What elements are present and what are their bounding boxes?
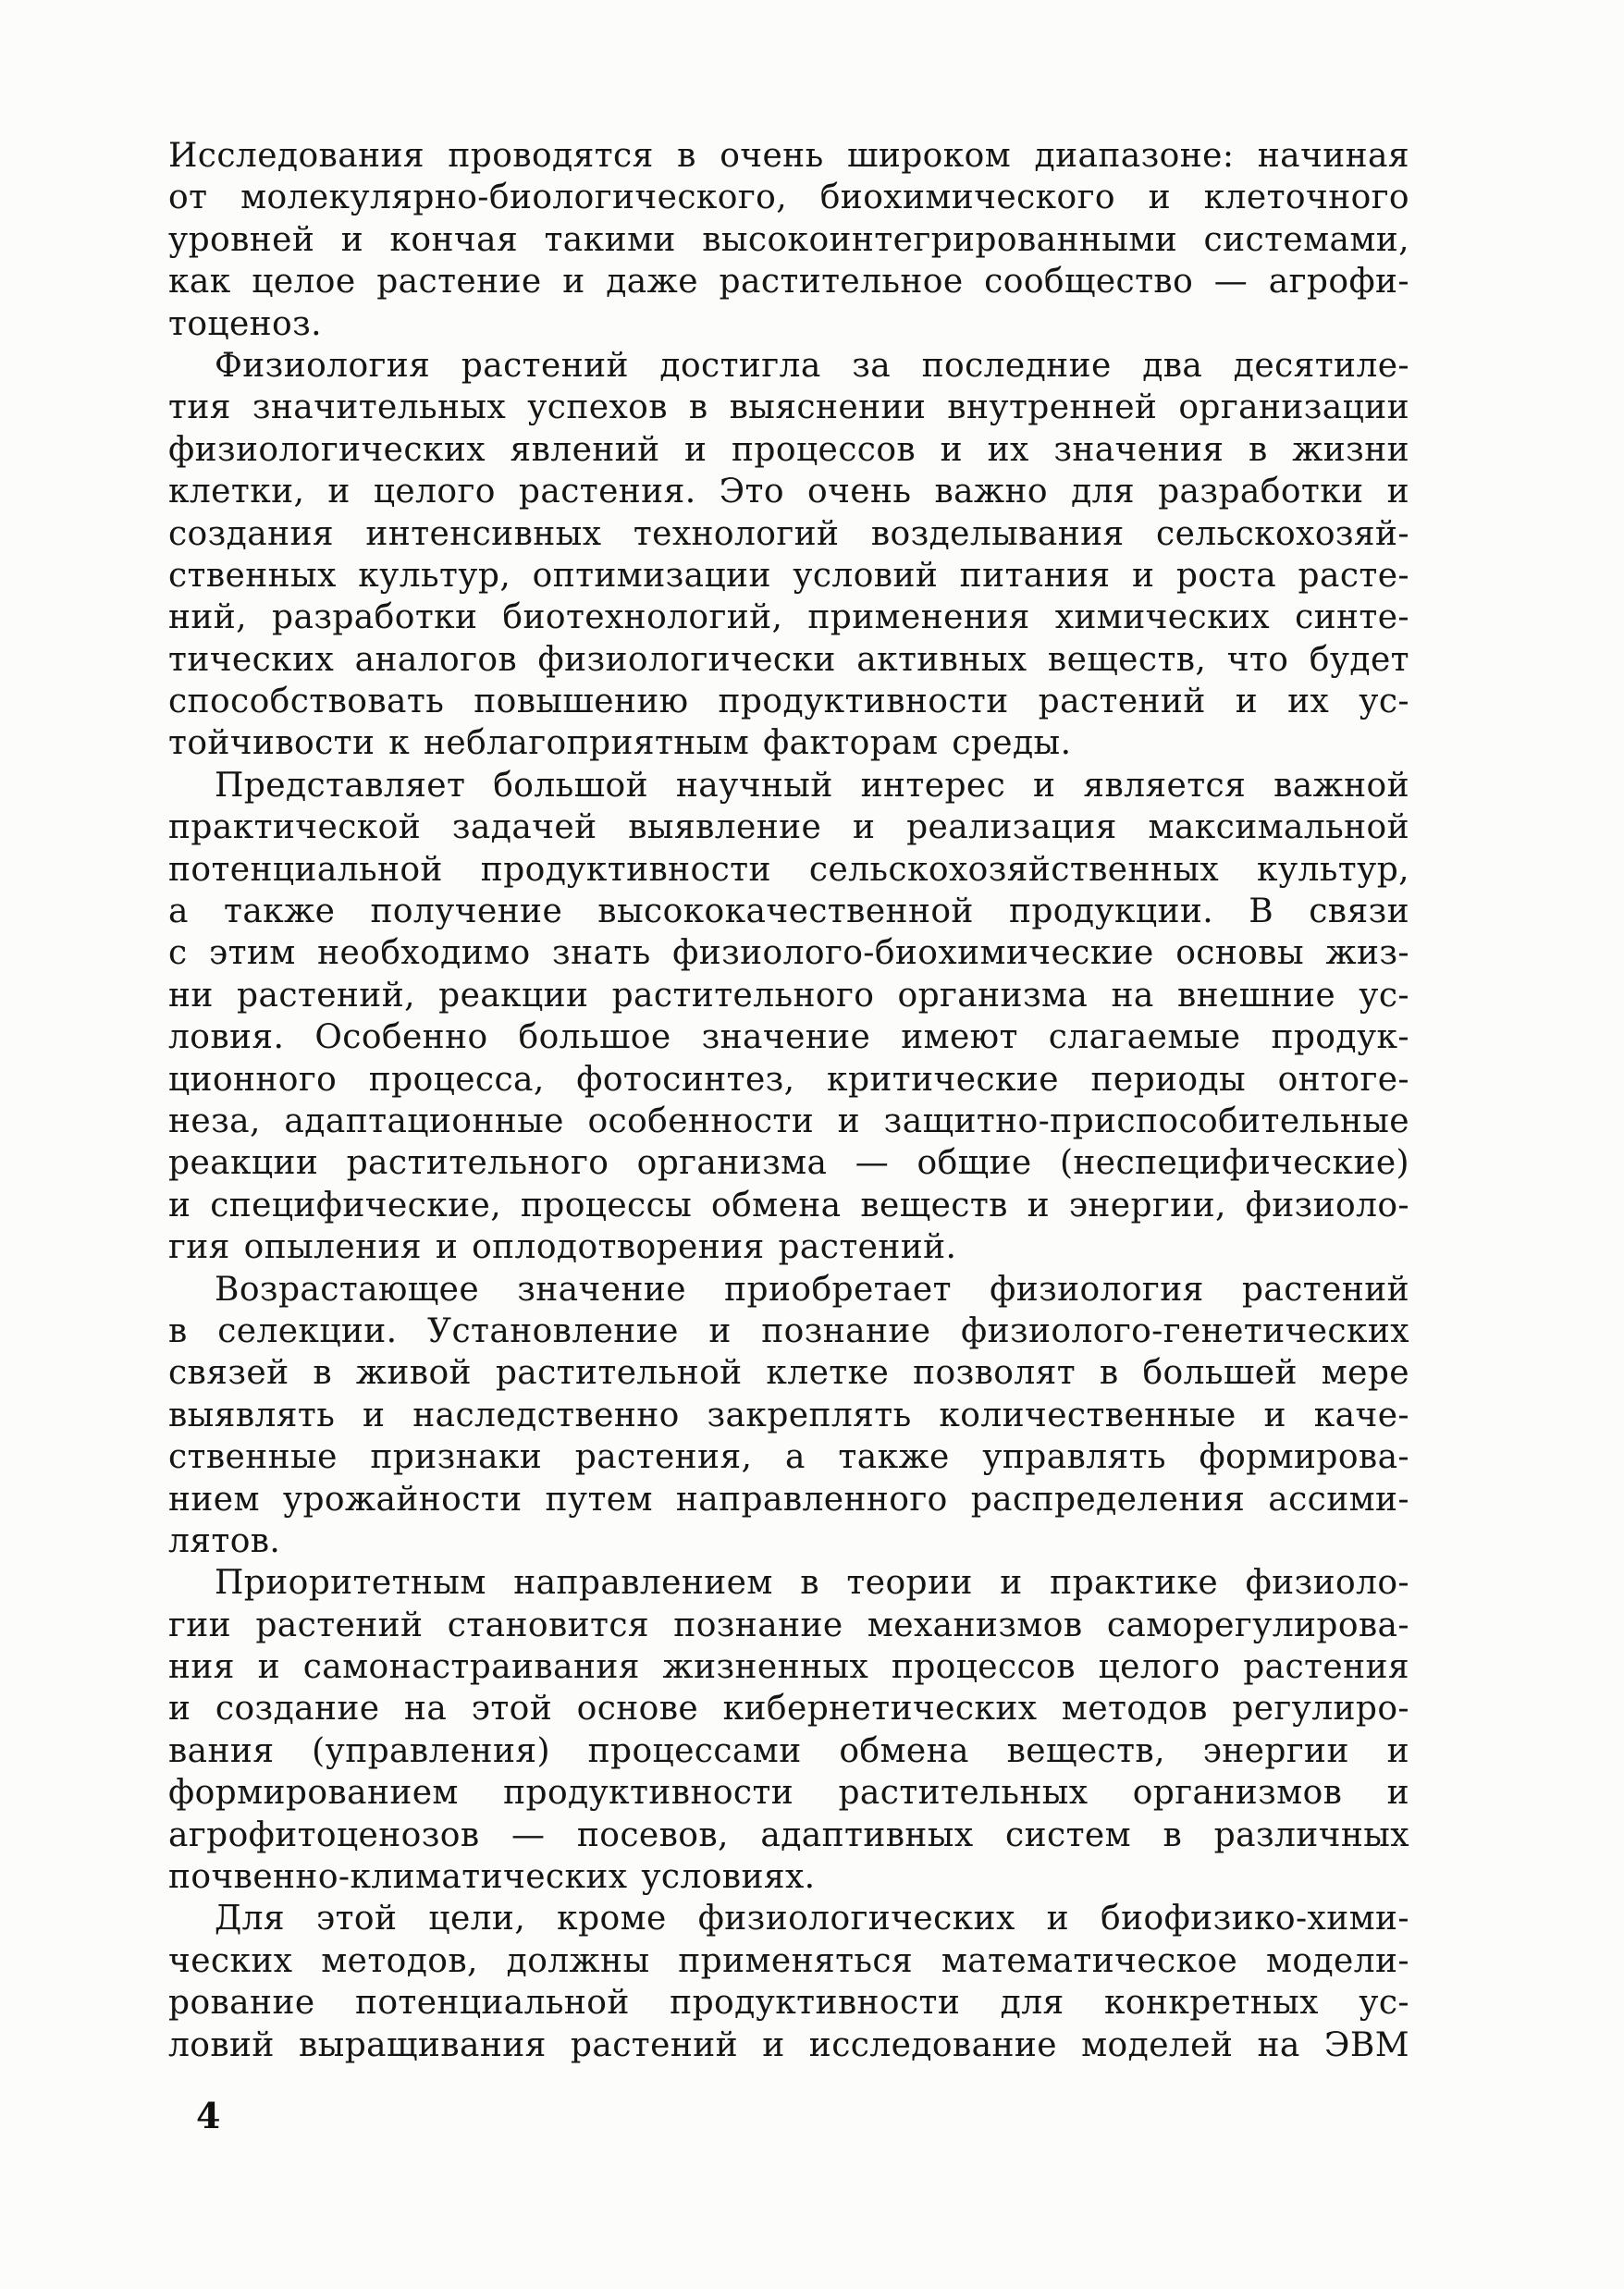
text-line: агрофитоценозов — посевов, адаптивных систем в различных (168, 1815, 1409, 1854)
text-line: связей в живой растительной клетке позволят в большей мере (168, 1354, 1409, 1393)
paragraph (168, 1269, 1409, 1563)
text-line: ческих методов, должны применяться математическое модели- (168, 1941, 1409, 1980)
text-line: тических аналогов физиологически активных веществ, что будет (168, 640, 1409, 679)
text-line: почвенно-климатических условиях. (168, 1858, 816, 1897)
text-line: как целое растение и даже растительное сообщество — агрофи- (168, 263, 1409, 302)
text-line: тоценоз. (168, 304, 322, 343)
text-line: уровней и кончая такими высокоинтегрированными системами, (168, 220, 1409, 259)
text-line: потенциальной продуктивности сельскохозяйственных культур, (168, 850, 1409, 889)
text-line: в селекции. Установление и познание физиолого-генетических (168, 1311, 1409, 1350)
text-line: ционного процесса, фотосинтез, критические периоды онтоге- (168, 1060, 1409, 1099)
text-block (168, 135, 1409, 2066)
page-number: 4 (196, 2095, 221, 2136)
text-line: Представляет большой научный интерес и является важной (215, 766, 1409, 805)
paragraph (168, 1562, 1409, 1898)
text-line: нием урожайности путем направленного распределения ассими- (168, 1480, 1409, 1519)
text-line: Возрастающее значение приобретает физиология растений (215, 1270, 1409, 1309)
text-line: реакции растительного организма — общие (неспецифические) (168, 1144, 1409, 1183)
text-line: лятов. (168, 1521, 281, 1560)
paragraph (168, 1898, 1409, 2066)
text-line: Приоритетным направлением в теории и практике физиоло- (215, 1564, 1409, 1603)
text-line: тия значительных успехов в выяснении внутренней организации (168, 388, 1409, 427)
text-line: ственные признаки растения, а также управлять формирова- (168, 1438, 1409, 1477)
text-line: неза, адаптационные особенности и защитно-приспособительные (168, 1101, 1409, 1140)
paragraph (168, 135, 1409, 345)
text-line: ственных культур, оптимизации условий питания и роста расте- (168, 556, 1409, 595)
text-line: а также получение высококачественной продукции. В связи (168, 892, 1409, 931)
text-line: Физиология растений достигла за последние два десятиле- (215, 346, 1409, 385)
paragraph (168, 345, 1409, 765)
text-line: формированием продуктивности растительных организмов и (168, 1774, 1409, 1813)
text-line: рование потенциальной продуктивности для конкретных ус- (168, 1984, 1409, 2023)
text-line: гия опыления и оплодотворения растений. (168, 1228, 957, 1267)
text-line: способствовать повышению продуктивности растений и их ус- (168, 683, 1409, 721)
text-line: гии растений становится познание механизмов саморегулирова- (168, 1606, 1409, 1644)
text-line: ний, разработки биотехнологий, применения химических синте- (168, 598, 1409, 637)
text-line: от молекулярно-биологического, биохимического и клеточного (168, 178, 1409, 217)
text-line: и специфические, процессы обмена веществ и энергии, физиоло- (168, 1186, 1409, 1224)
text-line: выявлять и наследственно закреплять количественные и каче- (168, 1396, 1409, 1434)
text-line: тойчивости к неблагоприятным факторам среды. (168, 724, 1072, 763)
text-line: и создание на этой основе кибернетических методов регулиро- (168, 1690, 1409, 1729)
paragraph (168, 765, 1409, 1269)
text-line: физиологических явлений и процессов и их значения в жизни (168, 430, 1409, 469)
text-line: вания (управления) процессами обмена веществ, энергии и (168, 1731, 1409, 1770)
text-line: создания интенсивных технологий возделывания сельскохозяй- (168, 514, 1409, 553)
text-line: ловия. Особенно большое значение имеют слагаемые продук- (168, 1018, 1409, 1057)
text-line: клетки, и целого растения. Это очень важно для разработки и (168, 473, 1409, 511)
text-line: Для этой цели, кроме физиологических и биофизико-хими- (215, 1900, 1409, 1938)
text-line: ни растений, реакции растительного организма на внешние ус- (168, 976, 1409, 1015)
text-line: практической задачей выявление и реализация максимальной (168, 808, 1409, 847)
text-line: с этим необходимо знать физиолого-биохимические основы жиз- (168, 934, 1409, 973)
text-line: Исследования проводятся в очень широком диапазоне: начиная (168, 137, 1409, 175)
text-line: ловий выращивания растений и исследование моделей на ЭВМ (168, 2025, 1409, 2064)
text-line: ния и самонастраивания жизненных процессов целого растения (168, 1648, 1409, 1687)
